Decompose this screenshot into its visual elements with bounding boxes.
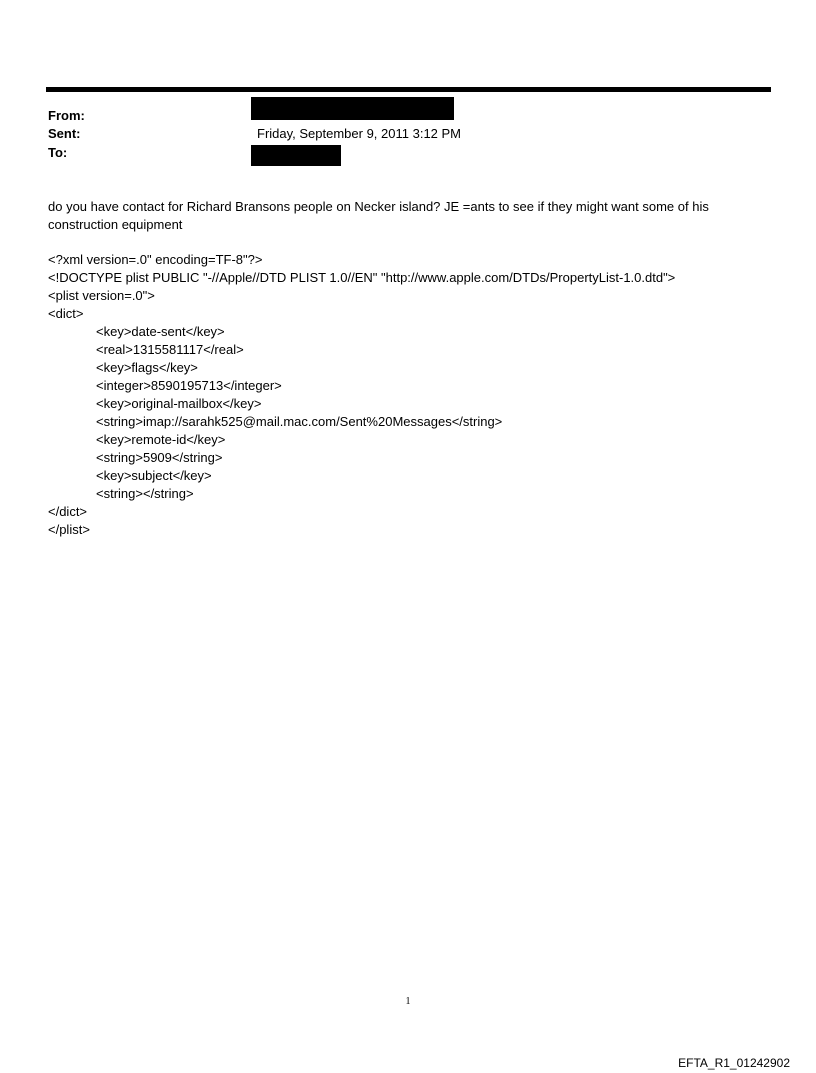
xml-line: <dict> <box>48 306 84 321</box>
xml-line: <string></string> <box>96 486 194 501</box>
xml-line: </plist> <box>48 522 90 537</box>
xml-line: <string>5909</string> <box>96 450 223 465</box>
xml-line: </dict> <box>48 504 88 519</box>
document-id: EFTA_R1_01242902 <box>678 1056 790 1070</box>
xml-line: <key>subject</key> <box>96 468 212 483</box>
xml-plist-block <box>48 251 675 539</box>
redaction-from <box>251 97 454 120</box>
xml-line: <?xml version=.0" encoding=TF-8"?> <box>48 252 263 267</box>
xml-line: <!DOCTYPE plist PUBLIC "-//Apple//DTD PLIST 1.0//EN" "http://www.apple.com/DTDs/PropertyList-1.0.dtd"> <box>48 270 676 285</box>
xml-line: <plist version=.0"> <box>48 288 155 303</box>
header-rule <box>46 87 771 92</box>
xml-line: <real>1315581117</real> <box>96 342 244 357</box>
xml-line: <integer>8590195713</integer> <box>96 378 282 393</box>
redaction-to <box>251 145 341 166</box>
xml-line: <key>flags</key> <box>96 360 198 375</box>
sent-value: Friday, September 9, 2011 3:12 PM <box>257 126 462 141</box>
xml-line: <key>remote-id</key> <box>96 432 226 447</box>
page-number: 1 <box>405 996 411 1007</box>
from-label: From: <box>48 108 85 123</box>
xml-line: <key>original-mailbox</key> <box>96 396 262 411</box>
message-body: do you have contact for Richard Bransons people on Necker island? JE =ants to see if they might want some of his construction equipment <box>48 199 709 232</box>
xml-line: <key>date-sent</key> <box>96 324 225 339</box>
sent-label: Sent: <box>48 126 81 141</box>
xml-line: <string>imap://sarahk525@mail.mac.com/Sent%20Messages</string> <box>96 414 503 429</box>
to-label: To: <box>48 145 68 160</box>
